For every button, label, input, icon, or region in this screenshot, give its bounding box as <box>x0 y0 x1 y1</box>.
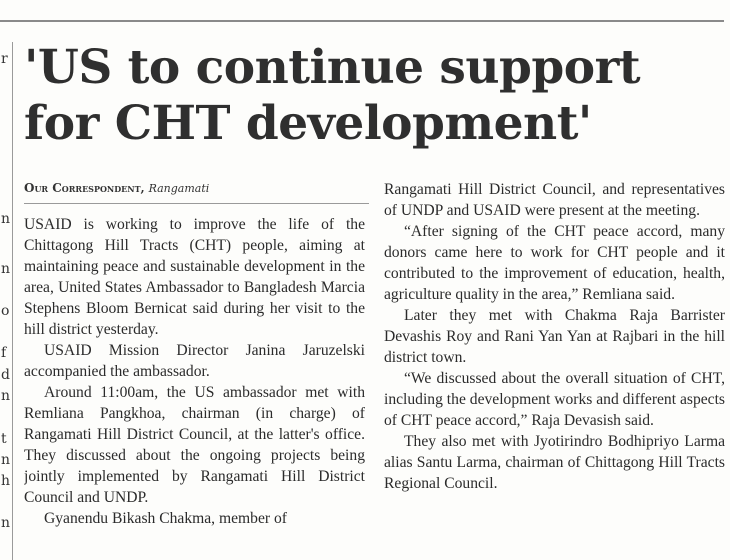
article-column-1 <box>24 214 365 560</box>
headline: 'US to continue support for CHT development' <box>24 40 641 151</box>
paragraph: They also met with Jyotirindro Bodhipriyo Larma alias Santu Larma, chairman of Chittagong Hill Tracts Regional Council. <box>384 433 725 492</box>
previous-column-fragments <box>0 0 10 560</box>
fragment-letter: n <box>1 452 11 468</box>
fragment-letter: n <box>1 211 11 227</box>
fragment-letter: t <box>1 431 7 447</box>
byline-location: Rangamati <box>148 182 210 195</box>
fragment-letter: n <box>1 261 11 277</box>
paragraph: Rangamati Hill District Council, and representatives of UNDP and USAID were present at the meeting. <box>384 181 725 219</box>
paragraph: Around 11:00am, the US ambassador met with Remliana Pangkhoa, chairman (in charge) of Rangamati Hill District Council, at the latter's office. They discussed about the ongoing projects being jointly implemented by Rangamati Hill District Council and UNDP. <box>24 384 365 506</box>
paragraph: “We discussed about the overall situation of CHT, including the development works and different aspects of CHT peace accord,” Raja Devasish said. <box>384 370 725 429</box>
fragment-letter: f <box>1 345 7 361</box>
top-rule <box>0 20 724 22</box>
paragraph: USAID is working to improve the life of the Chittagong Hill Tracts (CHT) people, aiming at maintaining peace and sustainable development in the area, United States Ambassador to Bangladesh Marcia Stephens Bloom Bernicat said during her visit to the hill district yesterday. <box>24 216 365 338</box>
byline <box>24 180 369 204</box>
fragment-letter: h <box>1 473 11 489</box>
byline-correspondent: Our Correspondent, <box>24 181 145 195</box>
fragment-letter: n <box>1 388 11 404</box>
fragment-letter: o <box>1 303 10 319</box>
column-divider <box>12 42 13 560</box>
fragment-letter: n <box>1 515 11 531</box>
article-column-2 <box>384 179 725 560</box>
paragraph: “After signing of the CHT peace accord, many donors came here to work for CHT people and it contributed to the improvement of education, health, agriculture quality in the area,” Remliana said. <box>384 223 725 303</box>
paragraph: Later they met with Chakma Raja Barrister Devashis Roy and Rani Yan Yan at Rajbari in the hill district town. <box>384 307 725 366</box>
paragraph: Gyanendu Bikash Chakma, member of <box>44 510 287 527</box>
fragment-letter: r <box>1 51 8 67</box>
fragment-letter: d <box>1 367 10 383</box>
paragraph: USAID Mission Director Janina Jaruzelski accompanied the ambassador. <box>24 342 365 380</box>
